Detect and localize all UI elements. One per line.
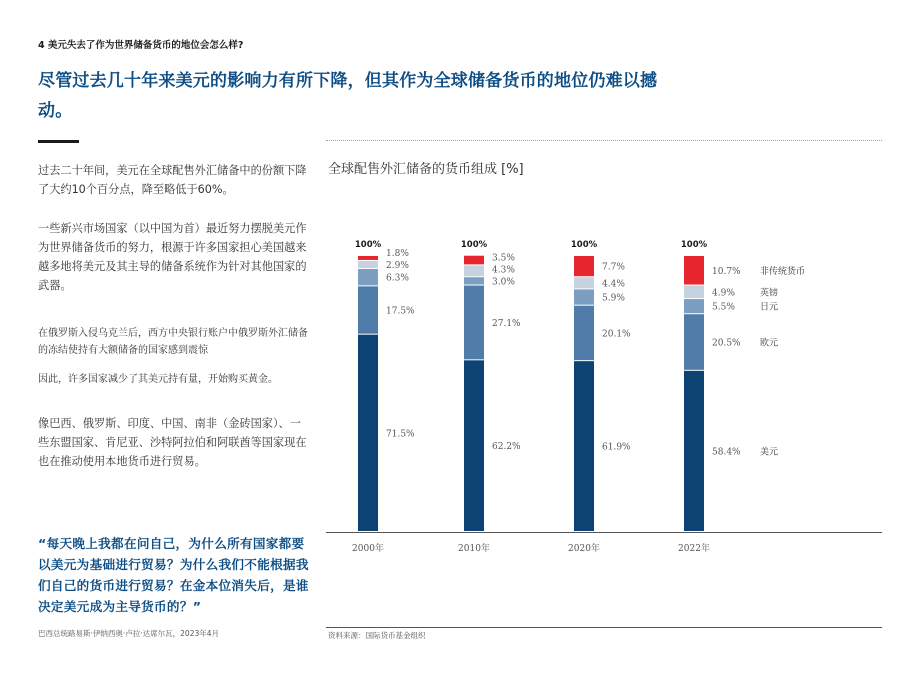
body-paragraph-russia-freeze: 在俄罗斯入侵乌克兰后，西方中央银行账户中俄罗斯外汇储备的冻结使持有大额储备的国家感到震惊	[38, 328, 308, 356]
bar-segment-gbp-2	[574, 277, 594, 288]
data-label-jpy-0: 6.3%	[386, 273, 409, 284]
data-label-nontraditional-0: 1.8%	[386, 248, 409, 259]
data-label-nontraditional-2: 7.7%	[602, 262, 625, 273]
data-label-usd-3: 58.4%	[712, 447, 741, 458]
quote-attribution: 巴西总统路易斯·伊纳西奥·卢拉·达席尔瓦，2023年4月	[38, 629, 220, 638]
body-paragraph-emerging-markets: 一些新兴市场国家（以中国为首）最近努力摆脱美元作为世界储备货币的努力，根源于许多国家担心美国越来越多地将美元及其主导的储备系统作为针对其他国家的武器。	[38, 222, 307, 292]
bar-segment-nontraditional-3	[684, 256, 704, 285]
bar-segment-usd-3	[684, 371, 704, 531]
bar-total-label: 100%	[680, 240, 708, 250]
data-label-gbp-2: 4.4%	[602, 279, 625, 290]
data-label-usd-2: 61.9%	[602, 442, 631, 453]
legend-label-eur: 欧元	[760, 338, 779, 349]
data-label-jpy-2: 5.9%	[602, 293, 625, 304]
bar-segment-gbp-1	[464, 265, 484, 276]
data-label-nontraditional-1: 3.5%	[492, 253, 515, 264]
data-label-gbp-3: 4.9%	[712, 288, 735, 299]
legend-label-gbp: 英镑	[760, 288, 779, 299]
pull-quote: “每天晚上我都在问自己，为什么所有国家都要以美元为基础进行贸易？为什么我们不能根据我们自己的货币进行贸易？在金本位消失后，是谁决定美元成为主导货币的？”	[38, 536, 309, 614]
legend-label-nontraditional: 非传统货币	[760, 266, 806, 277]
bar-segment-eur-1	[464, 286, 484, 360]
data-label-gbp-0: 2.9%	[386, 260, 409, 271]
data-label-usd-1: 62.2%	[492, 442, 521, 453]
bar-segment-eur-2	[574, 306, 594, 360]
bar-segment-jpy-3	[684, 299, 704, 313]
chart-title: 全球配售外汇储备的货币组成 [%]	[328, 162, 524, 177]
data-label-eur-2: 20.1%	[602, 329, 631, 340]
data-label-eur-3: 20.5%	[712, 338, 741, 349]
bar-segment-nontraditional-0	[358, 256, 378, 260]
x-tick-label: 2010年	[458, 544, 490, 554]
source-rule	[326, 627, 882, 628]
body-paragraph-local-currency: 像巴西、俄罗斯、印度、中国、南非（金砖国家）、一些东盟国家、肯尼亚、沙特阿拉伯和阿联酋等国家现在也在推动使用本地货币进行贸易。	[38, 417, 307, 468]
data-label-jpy-1: 3.0%	[492, 277, 515, 288]
x-tick-label: 2022年	[678, 544, 710, 554]
bar-segment-eur-3	[684, 314, 704, 370]
bar-segment-eur-0	[358, 286, 378, 333]
bar-total-label: 100%	[570, 240, 598, 250]
legend-label-usd: 美元	[760, 447, 779, 458]
data-label-gbp-1: 4.3%	[492, 265, 515, 276]
bar-total-label: 100%	[460, 240, 488, 250]
bar-segment-usd-2	[574, 361, 594, 531]
x-tick-label: 2020年	[568, 544, 600, 554]
legend-label-jpy: 日元	[760, 302, 779, 313]
bar-segment-jpy-0	[358, 269, 378, 285]
bar-segment-gbp-3	[684, 286, 704, 299]
bar-segment-gbp-0	[358, 261, 378, 268]
x-tick-label: 2000年	[352, 544, 384, 554]
body-paragraph-dollar-share: 过去二十年间，美元在全球配售外汇储备中的份额下降了大约10个百分点，降至略低于60%。	[38, 164, 307, 196]
bar-segment-jpy-2	[574, 289, 594, 304]
source-note: 资料来源：国际货币基金组织	[328, 631, 426, 640]
bar-segment-jpy-1	[464, 277, 484, 284]
data-label-eur-0: 17.5%	[386, 306, 415, 317]
body-paragraph-gold: 因此，许多国家减少了其美元持有量，开始购买黄金。	[38, 374, 278, 385]
data-label-nontraditional-3: 10.7%	[712, 266, 741, 277]
data-label-eur-1: 27.1%	[492, 318, 521, 329]
data-label-jpy-3: 5.5%	[712, 302, 735, 313]
bar-segment-nontraditional-1	[464, 256, 484, 265]
data-label-usd-0: 71.5%	[386, 429, 415, 440]
bar-segment-nontraditional-2	[574, 256, 594, 276]
bar-segment-usd-0	[358, 335, 378, 531]
bar-total-label: 100%	[354, 240, 382, 250]
page-headline: 尽管过去几十年来美元的影响力有所下降，但其作为全球储备货币的地位仍难以撼动。	[38, 71, 658, 121]
bar-segment-usd-1	[464, 360, 484, 531]
section-label: 4 美元失去了作为世界储备货币的地位会怎么样?	[38, 40, 244, 51]
